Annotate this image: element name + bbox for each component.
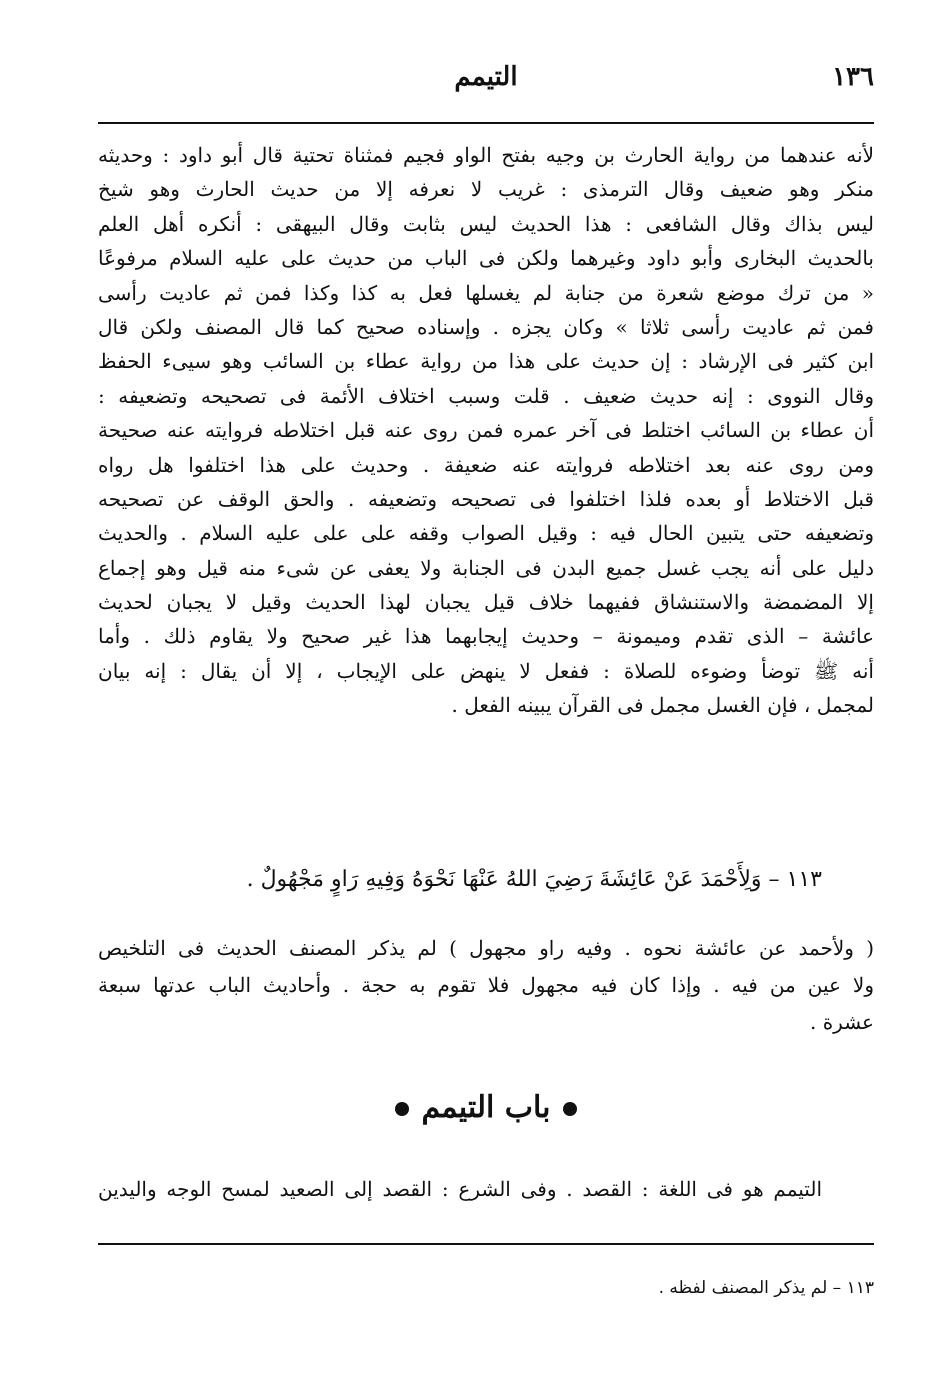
text-line: وتضعيفه حتى يتبين الحال فيه : وقيل الصواب وقفه على على عليه السلام . والحديث <box>98 521 874 546</box>
running-title: التيمم <box>454 62 518 92</box>
hadith-commentary <box>98 930 874 1041</box>
text-line: « من ترك موضع شعرة من جنابة لم يغسلها فعل به كذا وكذا فمن ثم عاديت رأسى <box>98 280 874 305</box>
chapter-title: باب التيمم <box>421 1090 551 1125</box>
text-line: أنه ﷺ توضأ وضوءه للصلاة : ففعل لا ينهض على الإيجاب ، إلا أن يقال : إنه بيان <box>98 658 874 683</box>
text-line: لمجمل ، فإن الغسل مجمل فى القرآن يبينه الفعل . <box>451 693 874 718</box>
bullet-icon <box>395 1102 409 1116</box>
text-line: ولا عين من فيه . وإذا كان فيه مجهول فلا تقوم به حجة . وأحاديث الباب عدتها سبعة <box>98 973 874 997</box>
text-line: منكر وهو ضعيف وقال الترمذى : غريب لا نعرفه إلا من حديث الحارث وهو شيخ <box>98 177 874 202</box>
text-line: ومن روى عنه بعد اختلاطه فروايته عنه ضعيفة . وحديث على هذا اختلفوا هل رواه <box>98 452 874 477</box>
text-line: قبل الاختلاط أو بعده فلذا اختلفوا فى تصحيحه وتضعيفه . والحق الوقف عن تصحيحه <box>98 486 874 511</box>
text-line: فمن ثم عاديت رأسى ثلاثا » وكان يجزه . وإسناده صحيح كما قال المصنف ولكن قال <box>98 314 874 339</box>
hadith-text: ١١٣ – وَلِأَحْمَدَ عَنْ عَائِشَةَ رَضِيَ اللهُ عَنْهَا نَحْوَهُ وَفِيهِ رَاوٍ مَجْهُولٌ . <box>246 867 822 892</box>
chapter-definition <box>98 1172 874 1206</box>
text-line: دليل على أنه يجب غسل جميع البدن فى الجنابة ولا يعفى عن شىء منه قيل وهو إجماع <box>98 555 874 580</box>
footnote-rule <box>98 1243 874 1245</box>
text-line: ابن كثير فى الإرشاد : إن حديث على هذا من رواية عطاء بن السائب وهو سيىء الحفظ <box>98 349 874 374</box>
text-line: عشرة . <box>809 1010 874 1034</box>
header-rule <box>98 122 874 124</box>
text-line: ( ولأحمد عن عائشة نحوه . وفيه راو مجهول ) لم يذكر المصنف الحديث فى التلخيص <box>98 936 874 960</box>
main-commentary <box>98 138 874 723</box>
text-line: ليس بذاك وقال الشافعى : هذا الحديث ليس بثابت وقال البيهقى : أنكره أهل العلم <box>98 211 874 236</box>
running-head <box>98 62 874 102</box>
text-line: وقال النووى : إنه حديث ضعيف . قلت وسبب اختلاف الأئمة فى تصحيحه وتضعيفه : <box>98 383 874 408</box>
footnote: ١١٣ – لم يذكر المصنف لفظه . <box>658 1278 874 1298</box>
page-number: ١٣٦ <box>832 62 874 92</box>
text-line: بالحديث البخارى وأبو داود وغيرهما ولكن فى الباب من حديث على عليه السلام مرفوعًا <box>98 246 874 271</box>
text-line: لأنه عندهما من رواية الحارث بن وجيه بفتح الواو فجيم فمثناة تحتية قال أبو داود : وحديثه <box>98 143 874 167</box>
bullet-icon <box>563 1102 577 1116</box>
text-line: أن عطاء بن السائب اختلط فى آخر عمره فمن روى عنه قبل اختلاطه فروايته عنه صحيحة <box>98 418 874 443</box>
text-line: عائشة – الذى تقدم وميمونة – وحديث إيجابهما هذا غير صحيح ولا يقاوم ذلك . وأما <box>98 624 874 649</box>
chapter-heading <box>98 1086 874 1130</box>
text-line: التيمم هو فى اللغة : القصد . وفى الشرع : القصد إلى الصعيد لمسح الوجه واليدين <box>98 1177 822 1201</box>
text-line: إلا المضمضة والاستنشاق ففيهما خلاف قيل يجبان لهذا الحديث وقيل لا يجبان لحديث <box>98 590 874 615</box>
